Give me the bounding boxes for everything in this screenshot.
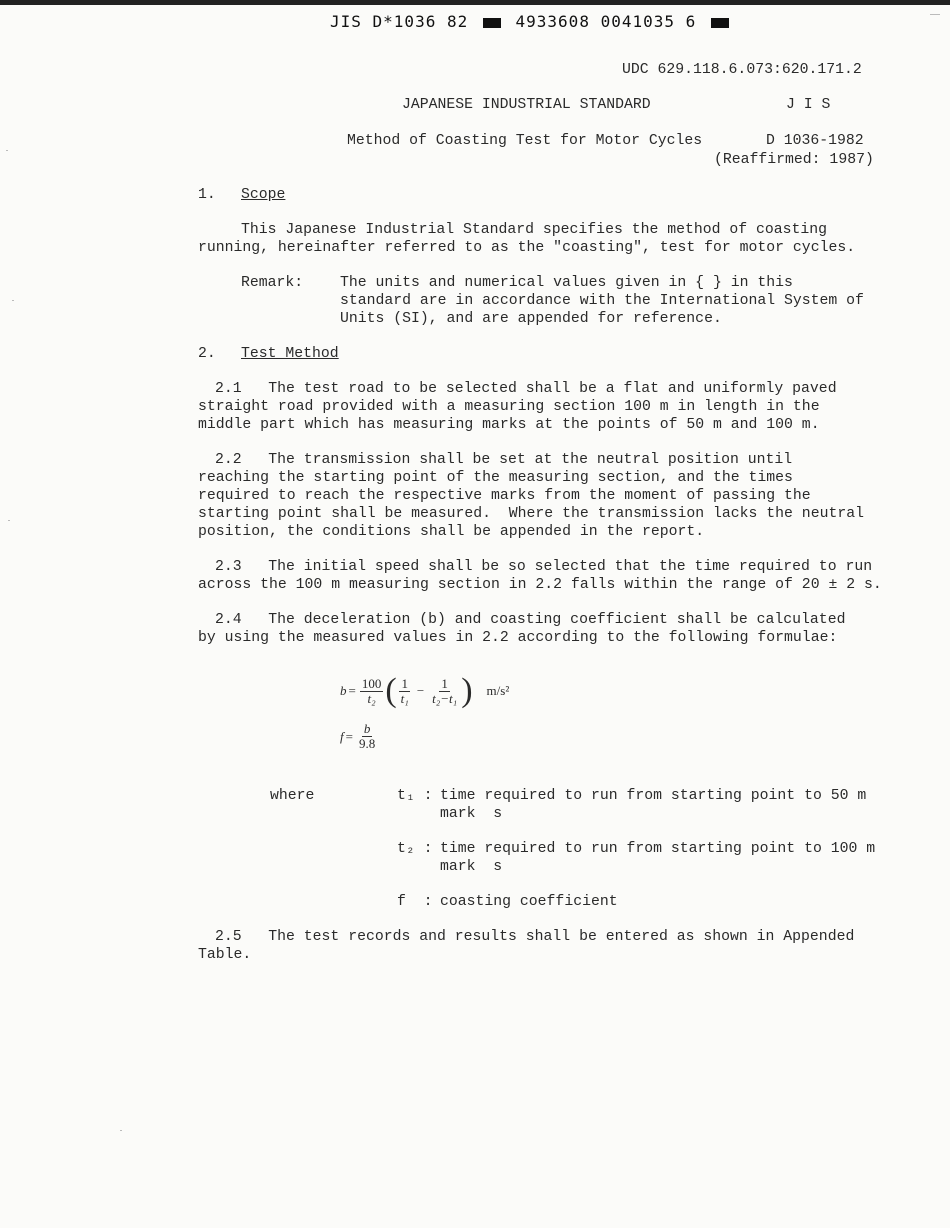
fraction-1-over-t1 (399, 677, 411, 706)
scope-text-line: running, hereinafter referred to as the "coasting", test for motor cycles. (198, 240, 856, 256)
deceleration-formula (340, 672, 510, 709)
clause-2-1-line: middle part which has measuring marks at the points of 50 m and 100 m. (198, 417, 820, 433)
clause-2-3-line: 2.3 The initial speed shall be so selected that the time required to run (215, 559, 873, 575)
definition-text-line: time required to run from starting point to 100 m (440, 841, 876, 857)
formula-equals: = (348, 683, 356, 698)
clause-2-2-line: position, the conditions shall be appended in the report. (198, 524, 705, 540)
definition-text-line: mark s (440, 806, 503, 822)
clause-2-4-line: 2.4 The deceleration (b) and coasting coefficient shall be calculated (215, 612, 846, 628)
scan-speck (6, 150, 8, 151)
barcode-right-text: 4933608 0041035 6 (515, 12, 697, 31)
denominator: t₁ (400, 690, 409, 706)
clause-2-3-line: across the 100 m measuring section in 2.2 falls within the range of 20 ± 2 s. (198, 577, 882, 593)
barcode-left-text: JIS D*1036 82 (330, 12, 469, 31)
numerator: 1 (401, 675, 408, 691)
scan-speck (930, 14, 940, 15)
clause-2-1-line: 2.1 The test road to be selected shall be a flat and uniformly paved (215, 381, 837, 397)
formula-f-symbol: f (340, 728, 344, 744)
clause-2-4-line: by using the measured values in 2.2 according to the following formulae: (198, 630, 838, 646)
clause-2-2-line: required to reach the respective marks from the moment of passing the (198, 488, 811, 504)
formula-minus: − (416, 683, 425, 698)
fraction-100-over-t2 (360, 677, 384, 706)
scan-speck (8, 520, 10, 521)
definition-text-line: mark s (440, 859, 503, 875)
definition-symbol: t₁ : (397, 788, 433, 804)
barcode-block (483, 18, 501, 28)
coasting-coefficient-formula (340, 722, 379, 751)
remark-text-line: The units and numerical values given in { } in this (340, 275, 793, 291)
standard-label: JAPANESE INDUSTRIAL STANDARD (402, 97, 651, 113)
definition-symbol: f : (397, 894, 433, 910)
scan-speck (120, 1130, 122, 1131)
definition-text-line: coasting coefficient (440, 894, 618, 910)
formula-equals: = (345, 728, 353, 744)
formula-unit: m/s² (486, 683, 510, 698)
section-1-number: 1. (198, 187, 216, 203)
fraction-b-over-9-8 (357, 722, 377, 751)
document-code-line (330, 12, 733, 31)
clause-2-2-line: 2.2 The transmission shall be set at the neutral position until (215, 452, 793, 468)
standard-number: D 1036-1982 (766, 133, 864, 149)
numerator: 100 (361, 675, 382, 691)
numerator: b (363, 721, 371, 736)
open-paren: ( (385, 672, 397, 709)
jis-label: J I S (786, 97, 831, 113)
where-label: where (270, 788, 315, 804)
fraction-1-over-t2-minus-t1 (430, 677, 459, 706)
close-paren: ) (461, 672, 473, 709)
clause-2-1-line: straight road provided with a measuring section 100 m in length in the (198, 399, 820, 415)
reaffirmed-note: (Reaffirmed: 1987) (714, 152, 874, 168)
definition-text-line: time required to run from starting point to 50 m (440, 788, 867, 804)
clause-2-2-line: reaching the starting point of the measuring section, and the times (198, 470, 793, 486)
scan-speck (12, 300, 14, 301)
remark-label: Remark: (241, 275, 304, 291)
section-2-number: 2. (198, 346, 216, 362)
clause-2-5-line: Table. (198, 947, 252, 963)
denominator: t₂ (367, 690, 376, 706)
section-2-heading: Test Method (241, 346, 339, 362)
clause-2-5-line: 2.5 The test records and results shall be entered as shown in Appended (215, 929, 855, 945)
remark-text-line: Units (SI), and are appended for reference. (340, 311, 722, 327)
barcode-block (711, 18, 729, 28)
scope-text-line: This Japanese Industrial Standard specifies the method of coasting (241, 222, 828, 238)
remark-text-line: standard are in accordance with the International System of (340, 293, 864, 309)
denominator: 9.8 (358, 736, 376, 751)
page-title: Method of Coasting Test for Motor Cycles (347, 133, 703, 149)
section-1-heading: Scope (241, 187, 286, 203)
top-border-line (0, 0, 950, 5)
clause-2-2-line: starting point shall be measured. Where the transmission lacks the neutral (198, 506, 864, 522)
numerator: 1 (441, 675, 448, 691)
denominator: t₂−t₁ (432, 690, 458, 706)
udc-code: UDC 629.118.6.073:620.171.2 (622, 62, 862, 78)
formula-b-symbol: b (340, 683, 347, 698)
definition-symbol: t₂ : (397, 841, 433, 857)
